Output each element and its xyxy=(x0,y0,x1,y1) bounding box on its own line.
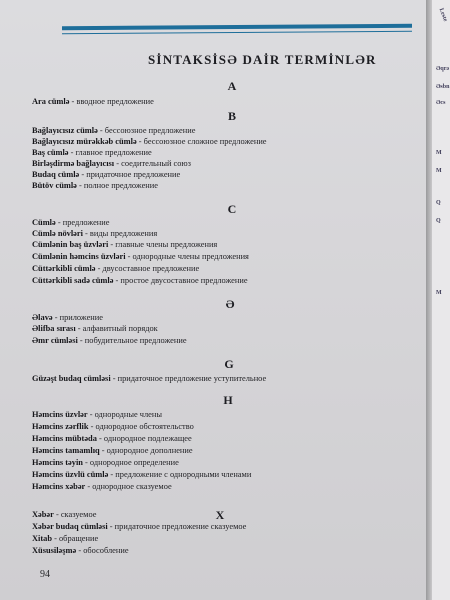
translation: - главное предложение xyxy=(68,148,152,157)
translation: - простое двусоставное предложение xyxy=(113,276,248,285)
translation: - бессоюзное предложение xyxy=(97,126,196,135)
section-letter: A xyxy=(227,79,237,93)
term: Cüttərkibli cümlə xyxy=(32,264,96,273)
translation: - однородные члены xyxy=(87,410,162,419)
translation: - предложение xyxy=(55,218,110,227)
translation: - предложение с однородными членами xyxy=(108,470,252,479)
term: Cüttərkibli sadə cümlə xyxy=(32,276,114,285)
term: Əlifba sırası xyxy=(32,324,76,333)
section-letter: B xyxy=(227,109,236,123)
translation: - придаточное предложение уступительное xyxy=(110,374,267,383)
section-letter: C xyxy=(227,202,237,216)
margin-fragment: M xyxy=(436,168,442,174)
margin-fragment: Əsbn xyxy=(436,84,450,90)
translation: - полное предложение xyxy=(76,181,158,190)
term: Həmcins üzvlər xyxy=(32,410,88,419)
margin-fragment: M xyxy=(436,290,442,296)
glossary-entry xyxy=(32,159,191,169)
glossary-entry xyxy=(32,482,172,492)
glossary-entry xyxy=(32,422,194,432)
translation: - алфавитный порядок xyxy=(75,324,158,333)
term: Xüsusiləşmə xyxy=(32,546,77,555)
glossary-entry xyxy=(32,324,158,334)
term: Bütöv cümlə xyxy=(32,181,77,190)
translation: - придаточное предложение сказуемое xyxy=(107,522,247,531)
term: Əmr cümləsi xyxy=(32,336,78,345)
translation: - однородное определение xyxy=(82,458,179,467)
translation: - однородное подлежащее xyxy=(96,434,192,443)
term: Xəbər xyxy=(32,510,54,519)
glossary-entry xyxy=(32,410,162,420)
section-letter: G xyxy=(224,357,234,371)
glossary-entry xyxy=(32,264,199,274)
translation: - однородные члены предложения xyxy=(125,252,249,261)
glossary-entry xyxy=(32,336,187,346)
page-title: SİNTAKSİSƏ DAİR TERMİNLƏR xyxy=(148,52,377,67)
term: Bağlayıcısız mürəkkəb cümlə xyxy=(32,137,137,146)
glossary-entry xyxy=(32,470,251,480)
margin-fragment: Leste xyxy=(437,7,448,23)
margin-fragment: Əqrə xyxy=(436,66,450,72)
translation: - вводное предложение xyxy=(69,97,154,106)
translation: - побудительное предложение xyxy=(77,336,187,345)
margin-fragment: Q xyxy=(436,218,441,224)
glossary-entry xyxy=(32,97,154,107)
glossary-entry xyxy=(32,510,96,520)
glossary-entry xyxy=(32,218,109,228)
term: Bağlayıcısız cümlə xyxy=(32,126,98,135)
translation: - главные члены предложения xyxy=(108,240,218,249)
translation: - обращение xyxy=(52,534,99,543)
glossary-entry xyxy=(32,374,266,384)
term: Həmcins mübtəda xyxy=(32,434,97,443)
glossary-entry xyxy=(32,534,98,544)
glossary-entry xyxy=(32,434,192,444)
section-letter: X xyxy=(215,508,225,522)
glossary-entry xyxy=(32,276,248,286)
glossary-entry xyxy=(32,446,193,456)
term: Güzəşt budaq cümləsi xyxy=(32,374,111,383)
term: Həmcins tamamlıq xyxy=(32,446,100,455)
page-number: 94 xyxy=(40,569,50,580)
term: Birləşdirmə bağlayıcısı xyxy=(32,159,115,168)
translation: - соедительный союз xyxy=(114,159,191,168)
translation: - обособление xyxy=(76,546,129,555)
translation: - двусоставное предложение xyxy=(95,264,200,273)
glossary-entry xyxy=(32,170,180,180)
translation: - однородное обстоятельство xyxy=(88,422,194,431)
translation: - однородное дополнение xyxy=(99,446,193,455)
glossary-entry xyxy=(32,240,217,250)
term: Həmcins təyin xyxy=(32,458,83,467)
translation: - бессоюзное сложное предложение xyxy=(136,137,267,146)
glossary-entry xyxy=(32,522,246,532)
margin-fragment: M xyxy=(436,150,442,156)
glossary-entry xyxy=(32,229,157,239)
glossary-entry xyxy=(32,148,152,158)
glossary-entry xyxy=(32,137,267,147)
term: Həmcins xəbər xyxy=(32,482,86,491)
term: Cümlənin baş üzvləri xyxy=(32,240,109,249)
term: Baş cümlə xyxy=(32,148,69,157)
term: Əlavə xyxy=(32,313,53,322)
translation: - однородное сказуемое xyxy=(85,482,172,491)
margin-fragment: Əcs xyxy=(436,100,446,106)
term: Cümlə növləri xyxy=(32,229,83,238)
section-letter: Ə xyxy=(225,297,235,311)
glossary-entry xyxy=(32,181,158,191)
glossary-entry xyxy=(32,252,249,262)
glossary-entry xyxy=(32,313,103,323)
glossary-entry xyxy=(32,458,179,468)
glossary-entry xyxy=(32,546,129,556)
term: Həmcins zərflik xyxy=(32,422,89,431)
section-letter: H xyxy=(223,393,233,407)
term: Cümlənin həmcins üzvləri xyxy=(32,252,126,261)
glossary-entry xyxy=(32,126,195,136)
adjacent-page xyxy=(432,0,450,600)
translation: - придаточное предложение xyxy=(79,170,181,179)
term: Budaq cümlə xyxy=(32,170,80,179)
term: Ara cümlə xyxy=(32,97,70,106)
term: Həmcins üzvlü cümlə xyxy=(32,470,109,479)
term: Xitab xyxy=(32,534,53,543)
translation: - сказуемое xyxy=(53,510,97,519)
margin-fragment: Q xyxy=(436,200,441,206)
translation: - приложение xyxy=(52,313,103,322)
translation: - виды предложения xyxy=(82,229,158,238)
term: Cümlə xyxy=(32,218,56,227)
term: Xəbər budaq cümləsi xyxy=(32,522,108,531)
